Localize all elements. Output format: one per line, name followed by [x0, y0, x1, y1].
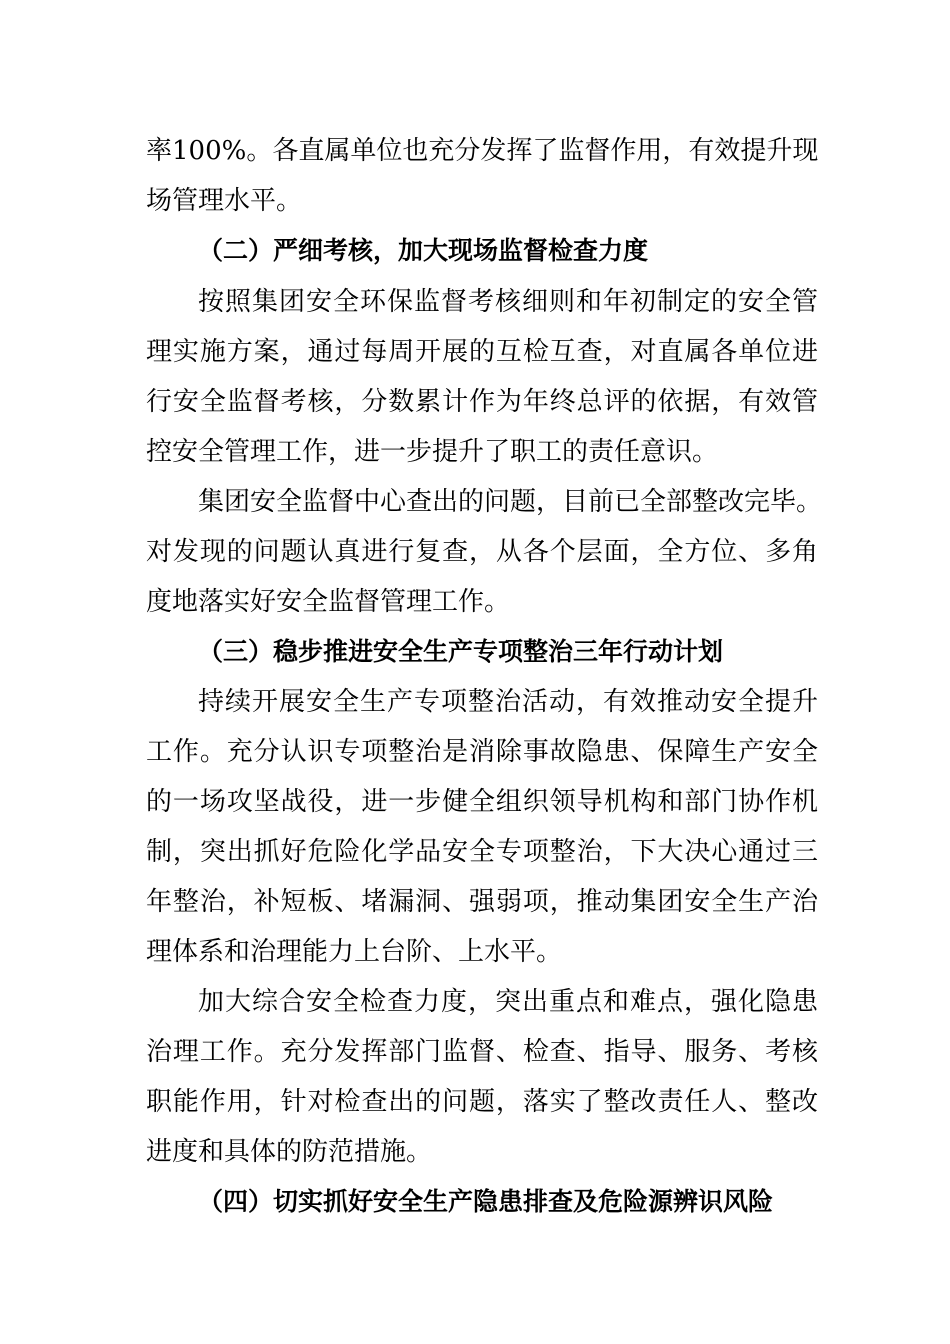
paragraph-1-line-2: 场管理水平。 — [146, 186, 303, 216]
section-heading-4: （四）切实抓好安全生产隐患排查及危险源辨识风险 — [198, 1187, 774, 1216]
paragraph-2-line-1: 按照集团安全环保监督考核细则和年初制定的安全管 — [198, 287, 818, 317]
paragraph-4-line-3: 的一场攻坚战役，进一步健全组织领导机构和部门协作机 — [146, 787, 818, 817]
paragraph-3-line-1: 集团安全监督中心查出的问题，目前已全部整改完毕。 — [198, 487, 823, 517]
paragraph-4-line-5: 年整治，补短板、堵漏洞、强弱项，推动集团安全生产治 — [146, 887, 818, 917]
paragraph-1-line-1: 率100%。各直属单位也充分发挥了监督作用，有效提升现 — [146, 136, 819, 166]
paragraph-5-line-2: 治理工作。充分发挥部门监督、检查、指导、服务、考核 — [146, 1037, 818, 1067]
paragraph-5-line-4: 进度和具体的防范措施。 — [146, 1137, 433, 1167]
paragraph-4-line-2: 工作。充分认识专项整治是消除事故隐患、保障生产安全 — [146, 737, 818, 767]
paragraph-4-line-1: 持续开展安全生产专项整治活动，有效推动安全提升 — [198, 687, 818, 717]
paragraph-3-line-2: 对发现的问题认真进行复查，从各个层面，全方位、多角 — [146, 537, 818, 567]
paragraph-4-line-6: 理体系和治理能力上台阶、上水平。 — [146, 937, 563, 967]
paragraph-3-line-3: 度地落实好安全监督管理工作。 — [146, 587, 511, 617]
paragraph-4-line-4: 制，突出抓好危险化学品安全专项整治，下大决心通过三 — [146, 837, 818, 867]
paragraph-5-line-1: 加大综合安全检查力度，突出重点和难点，强化隐患 — [198, 987, 818, 1017]
paragraph-2-line-4: 控安全管理工作，进一步提升了职工的责任意识。 — [146, 437, 719, 467]
section-heading-3: （三）稳步推进安全生产专项整治三年行动计划 — [198, 637, 724, 666]
section-heading-2: （二）严细考核，加大现场监督检查力度 — [198, 236, 649, 265]
paragraph-2-line-2: 理实施方案，通过每周开展的互检互查，对直属各单位进 — [146, 337, 818, 367]
paragraph-2-line-3: 行安全监督考核，分数累计作为年终总评的依据，有效管 — [146, 387, 818, 417]
paragraph-5-line-3: 职能作用，针对检查出的问题，落实了整改责任人、整改 — [146, 1087, 818, 1117]
